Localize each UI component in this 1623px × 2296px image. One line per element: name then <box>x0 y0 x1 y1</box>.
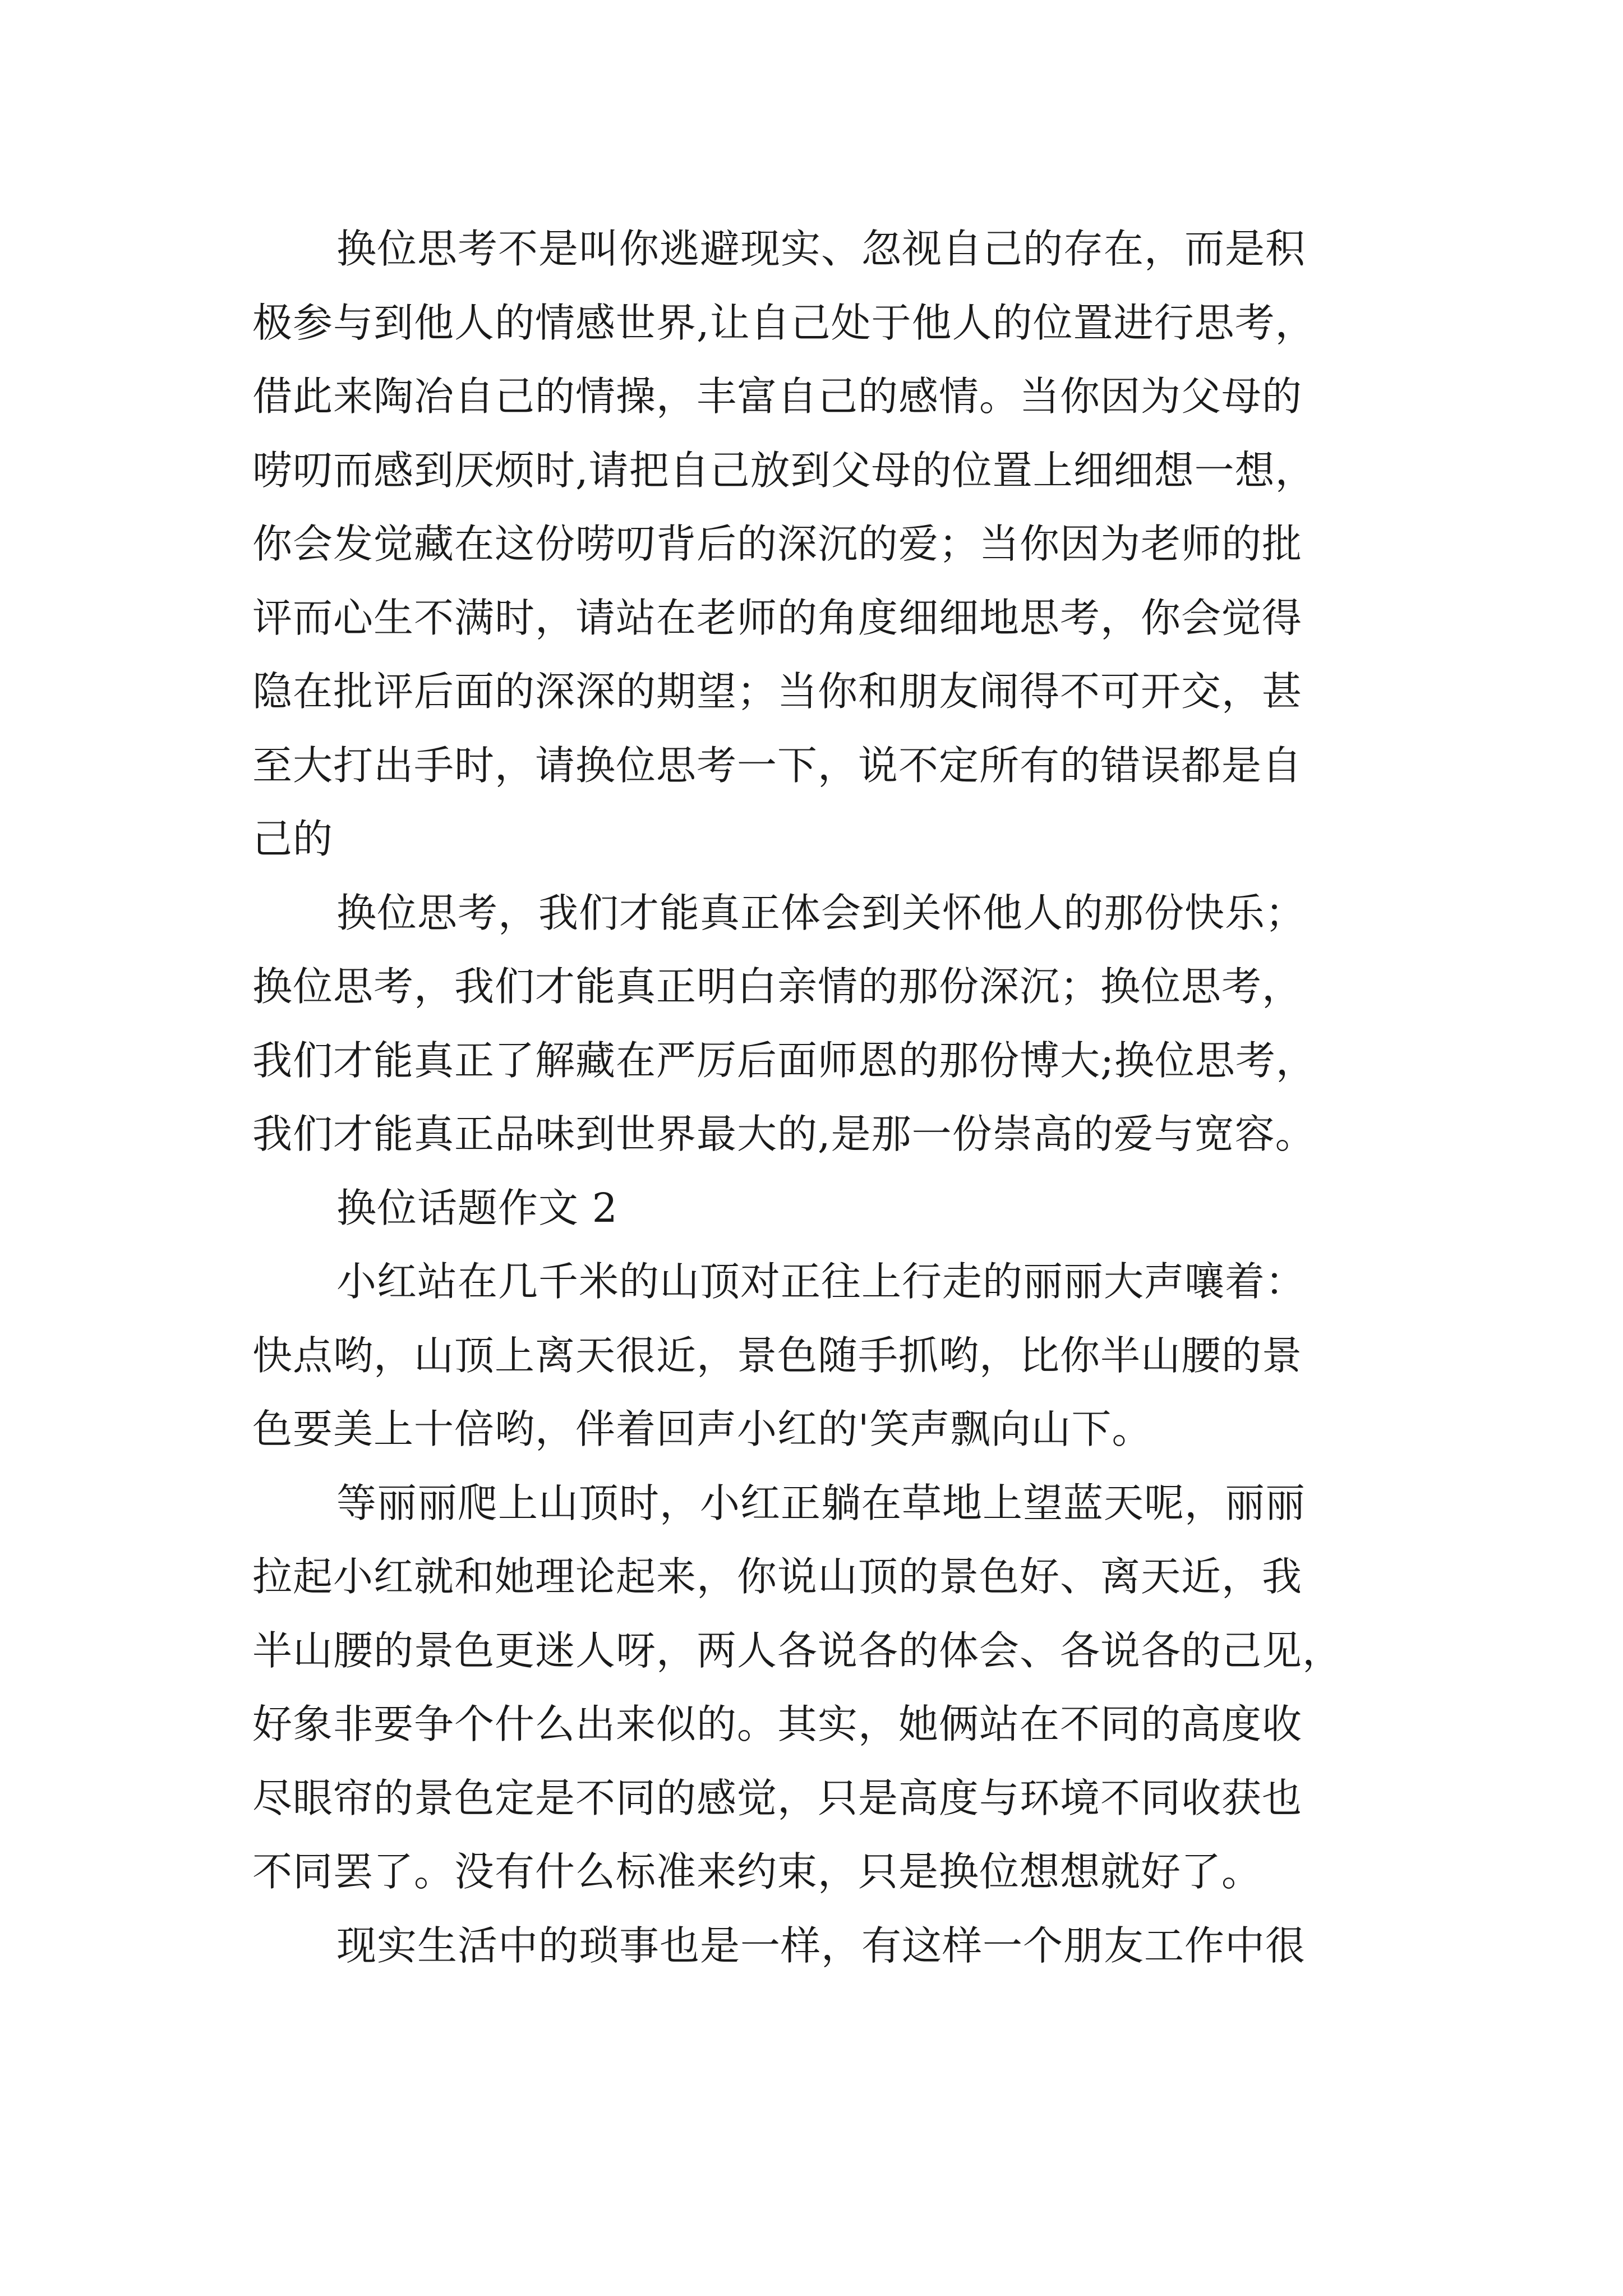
text-line: 换位思考，我们才能真正明白亲情的那份深沉；换位思考， <box>252 963 1303 1010</box>
text-line: 小红站在几千米的山顶对正往上行走的丽丽大声嚷着： <box>336 1258 1306 1305</box>
text-line: 不同罢了。没有什么标准来约束，只是换位想想就好了。 <box>252 1848 1262 1895</box>
text-line: 隐在批评后面的深深的期望；当你和朋友闹得不可开交，甚 <box>252 668 1303 715</box>
text-line: 色要美上十倍哟，伴着回声小红的'笑声飘向山下。 <box>252 1406 1152 1452</box>
text-line: 唠叨而感到厌烦时,请把自己放到父母的位置上细细想一想， <box>252 447 1316 494</box>
text-line: 好象非要争个什么出来似的。其实，她俩站在不同的高度收 <box>252 1701 1303 1747</box>
text-line: 等丽丽爬上山顶时，小红正躺在草地上望蓝天呢，丽丽 <box>336 1479 1306 1526</box>
text-line: 我们才能真正品味到世界最大的,是那一份崇高的爱与宽容。 <box>252 1111 1316 1157</box>
text-line: 换位思考不是叫你逃避现实、忽视自己的存在，而是积 <box>336 226 1306 272</box>
text-line: 半山腰的景色更迷人呀，两人各说各的体会、各说各的己见， <box>252 1627 1343 1674</box>
text-line: 拉起小红就和她理论起来，你说山顶的景色好、离天近，我 <box>252 1553 1303 1600</box>
text-line: 快点哟，山顶上离天很近，景色随手抓哟，比你半山腰的景 <box>252 1332 1303 1379</box>
text-line: 换位思考，我们才能真正体会到关怀他人的那份快乐； <box>336 889 1306 936</box>
text-line: 己的 <box>252 816 334 862</box>
text-line: 现实生活中的琐事也是一样，有这样一个朋友工作中很 <box>336 1922 1306 1969</box>
body-text <box>252 212 1436 1982</box>
text-line: 评而心生不满时，请站在老师的角度细细地思考，你会觉得 <box>252 594 1303 641</box>
text-line: 尽眼帘的景色定是不同的感觉，只是高度与环境不同收获也 <box>252 1774 1303 1821</box>
text-line: 你会发觉藏在这份唠叨背后的深沉的爱；当你因为老师的批 <box>252 521 1303 567</box>
text-line: 我们才能真正了解藏在严厉后面师恩的那份博大;换位思考， <box>252 1037 1316 1084</box>
text-line: 至大打出手时，请换位思考一下，说不定所有的错误都是自 <box>252 742 1303 789</box>
section-heading: 换位话题作文 2 <box>336 1184 618 1231</box>
text-line: 借此来陶冶自己的情操，丰富自己的感情。当你因为父母的 <box>252 373 1303 420</box>
text-line: 极参与到他人的情感世界,让自己处于他人的位置进行思考， <box>252 299 1316 346</box>
